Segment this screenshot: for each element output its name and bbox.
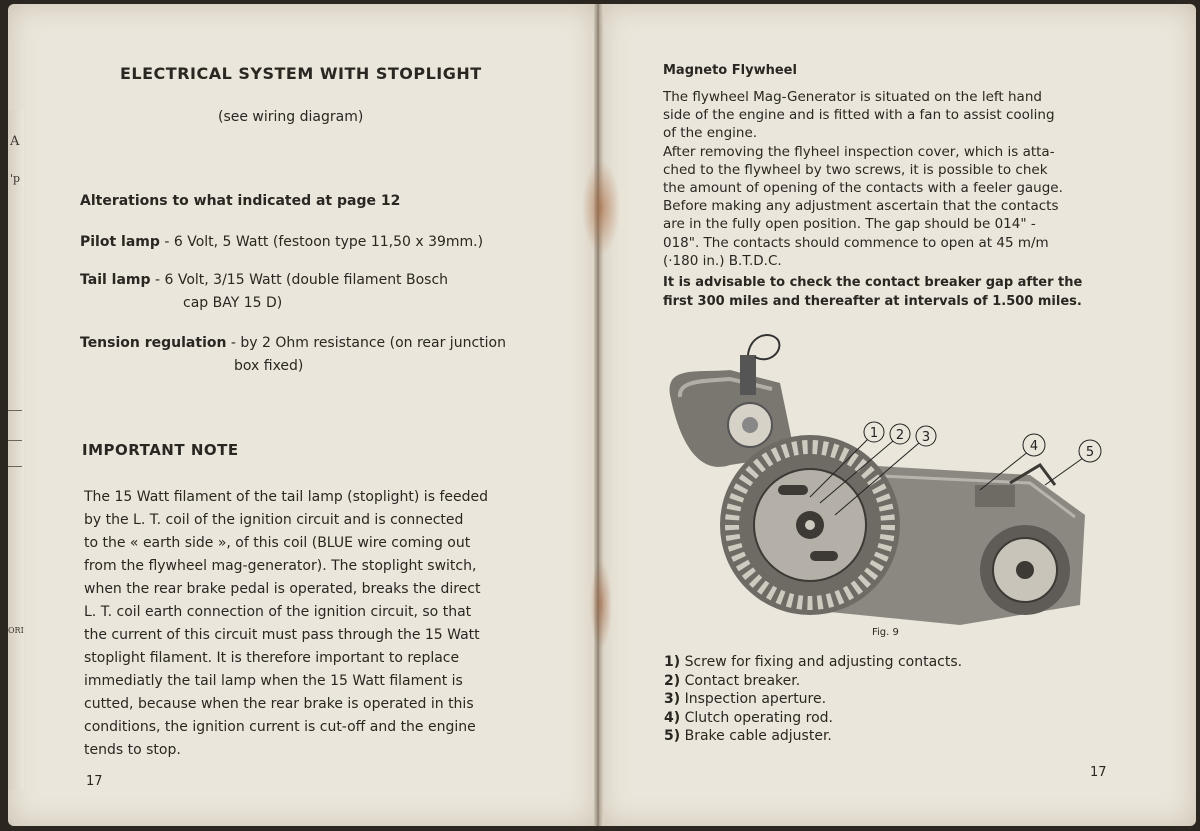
note-line: to the « earth side », of this coil (BLUE wire coming out [84, 535, 471, 551]
tension-regulation-label: Tension regulation [80, 335, 227, 351]
note-line: conditions, the ignition current is cut-off and the engine [84, 719, 476, 735]
page-number-left: 17 [86, 774, 103, 789]
legend-text: Screw for fixing and adjusting contacts. [684, 654, 963, 670]
body-line: Before making any adjustment ascertain that the contacts [663, 198, 1059, 215]
subtitle: (see wiring diagram) [218, 109, 364, 125]
previous-page-edge [8, 110, 24, 790]
note-line: by the L. T. coil of the ignition circuit and is connected [84, 512, 464, 528]
callout-2: 2 [895, 428, 905, 443]
legend-num: 2) [664, 672, 681, 689]
legend-num: 4) [664, 709, 681, 726]
note-line: the current of this circuit must pass through the 15 Watt [84, 627, 480, 643]
pilot-lamp-label: Pilot lamp [80, 234, 160, 250]
edge-fragment: ORI [8, 626, 24, 635]
magneto-text [663, 88, 1063, 270]
tail-lamp-text: - 6 Volt, 3/15 Watt (double filament Bosch [154, 272, 449, 288]
figure-caption: Fig. 9 [872, 627, 899, 638]
legend-num: 5) [664, 728, 681, 744]
tension-regulation-text: - by 2 Ohm resistance (on rear junction [230, 335, 506, 351]
legend-num: 1) [664, 654, 681, 670]
tension-regulation-text-2: box fixed) [234, 358, 304, 374]
legend-text: Inspection aperture. [684, 691, 827, 707]
edge-fragment: 'p [10, 172, 21, 185]
figure-legend [664, 653, 962, 746]
important-note-heading: IMPORTANT NOTE [82, 441, 239, 459]
brake-drum-hub [1016, 561, 1034, 579]
advice-line: first 300 miles and thereafter at intervals of 1.500 miles. [663, 293, 1082, 309]
flywheel-hub-center [805, 520, 815, 530]
edge-tick [8, 440, 22, 441]
legend-item [664, 672, 962, 691]
advice-text [663, 274, 1082, 311]
legend-text: Clutch operating rod. [684, 709, 833, 726]
inspection-aperture [778, 485, 808, 495]
advice-line: It is advisable to check the contact breaker gap after the [663, 275, 1083, 290]
pilot-lamp-text: - 6 Volt, 5 Watt (festoon type 11,50 x 39mm.) [164, 234, 484, 250]
pilot-lamp-row [80, 231, 483, 254]
alterations-heading: Alterations to what indicated at page 12 [80, 193, 401, 209]
air-filter-cap [742, 417, 758, 433]
note-line: when the rear brake pedal is operated, breaks the direct [84, 581, 481, 597]
edge-tick [8, 466, 22, 467]
page-number-right: 17 [1090, 765, 1107, 780]
clutch-lever [975, 485, 1015, 507]
callout-4: 4 [1029, 439, 1039, 454]
edge-tick [8, 410, 22, 411]
tail-lamp-text-2: cap BAY 15 D) [183, 295, 283, 311]
body-line: of the engine. [663, 125, 758, 142]
section-heading: Magneto Flywheel [663, 63, 797, 78]
legend-item [664, 709, 962, 728]
note-line: stoplight filament. It is therefore important to replace [84, 650, 460, 666]
note-line: The 15 Watt filament of the tail lamp (stoplight) is feeded [84, 489, 488, 505]
engine-illustration [660, 325, 1110, 645]
book-gutter [594, 4, 604, 826]
legend-num: 3) [664, 691, 681, 707]
body-line: 018". The contacts should commence to open at 45 m/m [663, 234, 1049, 251]
carburettor [740, 355, 756, 395]
callout-3: 3 [921, 430, 931, 445]
legend-item [664, 653, 962, 672]
tail-lamp-row [80, 269, 448, 292]
body-line: are in the fully open position. The gap should be 014" - [663, 216, 1036, 233]
body-line: The flywheel Mag-Generator is situated on the left hand [663, 89, 1042, 105]
tension-regulation-row [80, 332, 506, 355]
tail-lamp-label: Tail lamp [80, 272, 151, 288]
body-line: After removing the flyheel inspection cover, which is atta- [663, 143, 1055, 160]
callout-5: 5 [1085, 445, 1095, 460]
note-line: from the flywheel mag-generator). The stoplight switch, [84, 558, 477, 574]
rust-stain [590, 560, 612, 650]
important-note-text [84, 486, 524, 762]
body-line: (·180 in.) B.T.D.C. [663, 252, 782, 269]
body-line: side of the engine and is fitted with a fan to assist cooling [663, 107, 1055, 124]
note-line: L. T. coil earth connection of the ignition circuit, so that [84, 604, 472, 620]
legend-item [664, 727, 962, 746]
inspection-aperture [810, 551, 838, 561]
note-line: immediatly the tail lamp when the 15 Watt filament is [84, 673, 463, 689]
page-title: ELECTRICAL SYSTEM WITH STOPLIGHT [120, 64, 482, 83]
edge-fragment: A [10, 134, 20, 149]
body-line: ched to the flywheel by two screws, it is possible to chek [663, 161, 1048, 178]
note-line: cutted, because when the rear brake is operated in this [84, 696, 474, 712]
legend-item [664, 690, 962, 709]
note-line: tends to stop. [84, 742, 181, 758]
body-line: the amount of opening of the contacts with a feeler gauge. [663, 180, 1063, 197]
rust-stain [582, 160, 620, 255]
legend-text: Brake cable adjuster. [684, 728, 832, 744]
callout-1: 1 [869, 426, 879, 441]
legend-text: Contact breaker. [684, 672, 801, 689]
